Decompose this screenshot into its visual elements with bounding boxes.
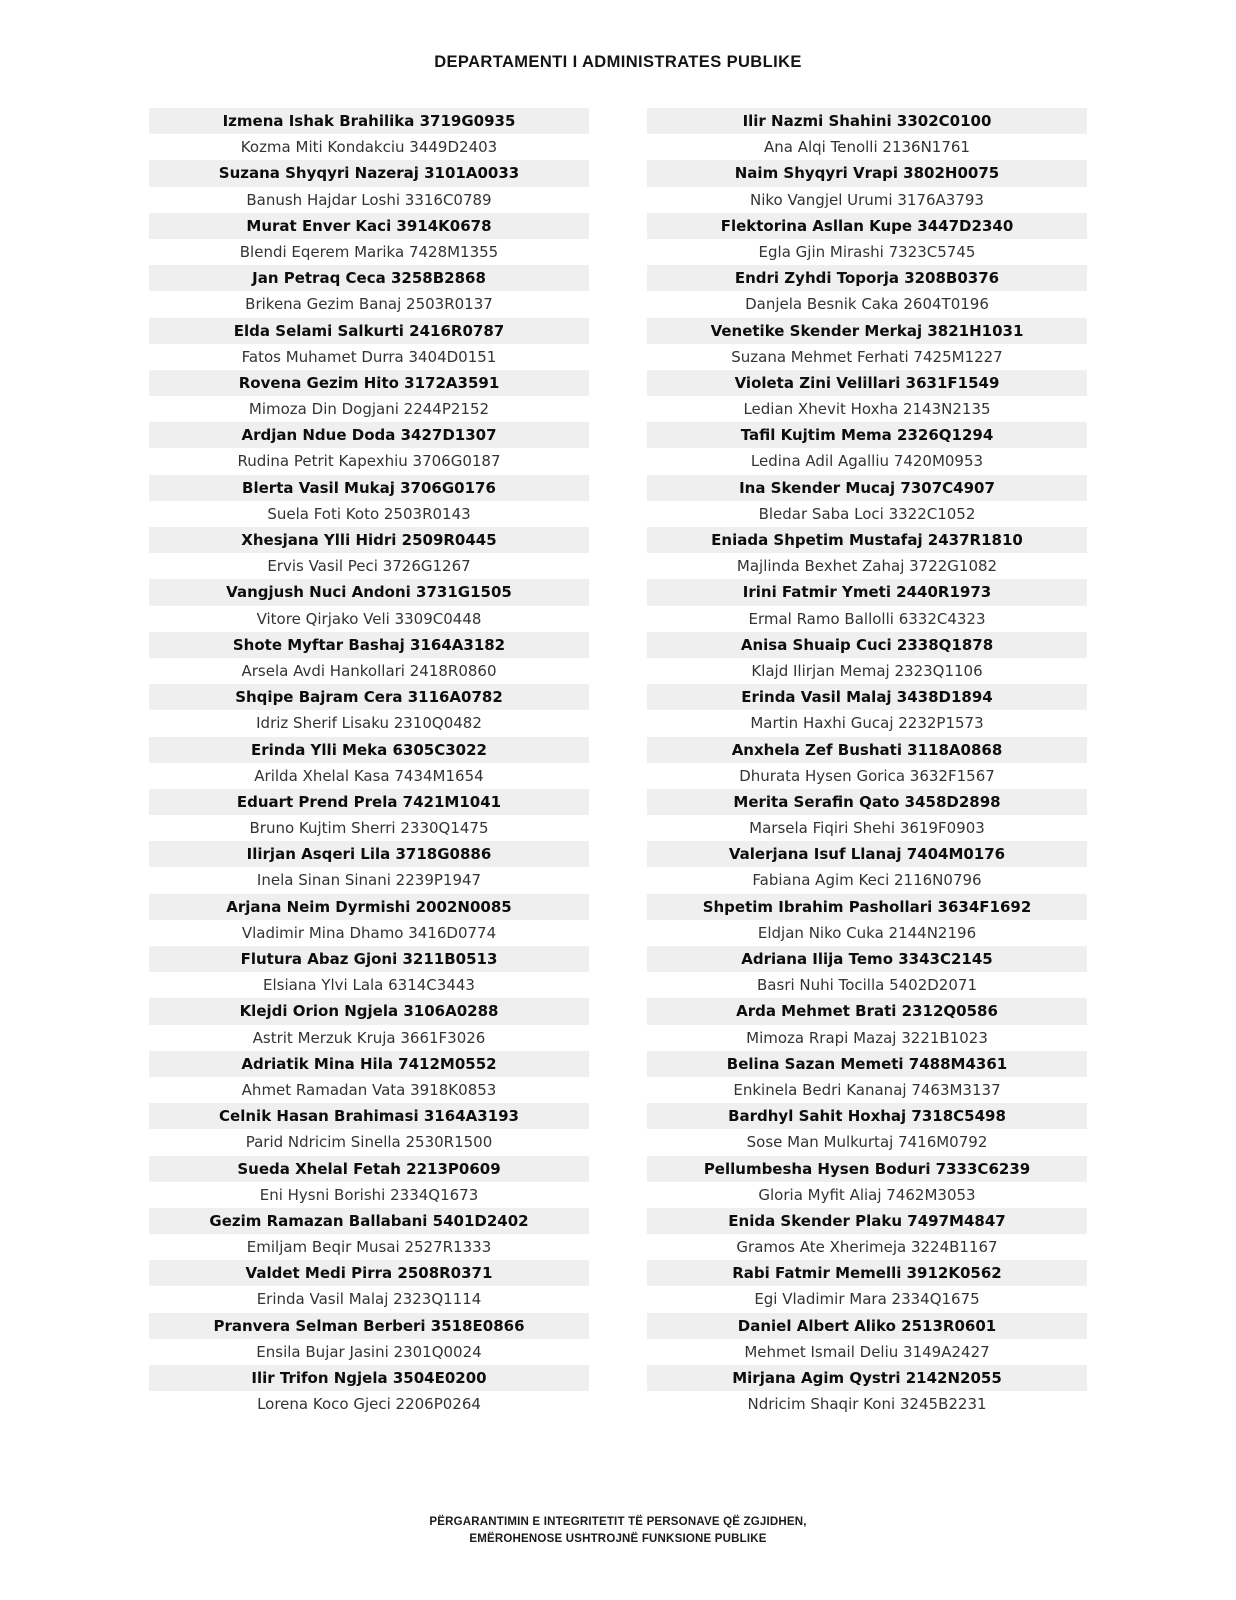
list-item: Fabiana Agim Keci 2116N0796 xyxy=(647,867,1087,893)
list-item: Irini Fatmir Ymeti 2440R1973 xyxy=(647,579,1087,605)
list-item: Suzana Mehmet Ferhati 7425M1227 xyxy=(647,344,1087,370)
list-item: Blerta Vasil Mukaj 3706G0176 xyxy=(149,475,589,501)
list-item: Danjela Besnik Caka 2604T0196 xyxy=(647,291,1087,317)
list-item: Gramos Ate Xherimeja 3224B1167 xyxy=(647,1234,1087,1260)
list-item: Inela Sinan Sinani 2239P1947 xyxy=(149,867,589,893)
list-item: Brikena Gezim Banaj 2503R0137 xyxy=(149,291,589,317)
name-list-columns xyxy=(0,108,1236,1417)
list-item: Celnik Hasan Brahimasi 3164A3193 xyxy=(149,1103,589,1129)
list-item: Merita Serafin Qato 3458D2898 xyxy=(647,789,1087,815)
list-item: Dhurata Hysen Gorica 3632F1567 xyxy=(647,763,1087,789)
list-item: Basri Nuhi Tocilla 5402D2071 xyxy=(647,972,1087,998)
list-item: Suela Foti Koto 2503R0143 xyxy=(149,501,589,527)
list-item: Ermal Ramo Ballolli 6332C4323 xyxy=(647,606,1087,632)
list-item: Anisa Shuaip Cuci 2338Q1878 xyxy=(647,632,1087,658)
list-item: Elda Selami Salkurti 2416R0787 xyxy=(149,318,589,344)
list-item: Parid Ndricim Sinella 2530R1500 xyxy=(149,1129,589,1155)
list-item: Pellumbesha Hysen Boduri 7333C6239 xyxy=(647,1156,1087,1182)
list-item: Ledian Xhevit Hoxha 2143N2135 xyxy=(647,396,1087,422)
list-item: Adriana Ilija Temo 3343C2145 xyxy=(647,946,1087,972)
list-item: Emiljam Beqir Musai 2527R1333 xyxy=(149,1234,589,1260)
list-item: Mimoza Din Dogjani 2244P2152 xyxy=(149,396,589,422)
list-item: Vladimir Mina Dhamo 3416D0774 xyxy=(149,920,589,946)
list-item: Erinda Ylli Meka 6305C3022 xyxy=(149,737,589,763)
list-item: Erinda Vasil Malaj 2323Q1114 xyxy=(149,1286,589,1312)
list-item: Shpetim Ibrahim Pashollari 3634F1692 xyxy=(647,894,1087,920)
list-item: Arjana Neim Dyrmishi 2002N0085 xyxy=(149,894,589,920)
list-item: Banush Hajdar Loshi 3316C0789 xyxy=(149,187,589,213)
list-item: Sueda Xhelal Fetah 2213P0609 xyxy=(149,1156,589,1182)
list-item: Ilirjan Asqeri Lila 3718G0886 xyxy=(149,841,589,867)
list-item: Erinda Vasil Malaj 3438D1894 xyxy=(647,684,1087,710)
list-item: Blendi Eqerem Marika 7428M1355 xyxy=(149,239,589,265)
list-item: Mehmet Ismail Deliu 3149A2427 xyxy=(647,1339,1087,1365)
list-item: Murat Enver Kaci 3914K0678 xyxy=(149,213,589,239)
list-item: Violeta Zini Velillari 3631F1549 xyxy=(647,370,1087,396)
list-item: Valerjana Isuf Llanaj 7404M0176 xyxy=(647,841,1087,867)
list-item: Mimoza Rrapi Mazaj 3221B1023 xyxy=(647,1025,1087,1051)
list-item: Ervis Vasil Peci 3726G1267 xyxy=(149,553,589,579)
list-item: Venetike Skender Merkaj 3821H1031 xyxy=(647,318,1087,344)
list-item: Egi Vladimir Mara 2334Q1675 xyxy=(647,1286,1087,1312)
list-item: Fatos Muhamet Durra 3404D0151 xyxy=(149,344,589,370)
list-item: Arda Mehmet Brati 2312Q0586 xyxy=(647,998,1087,1024)
left-column xyxy=(149,108,589,1417)
list-item: Niko Vangjel Urumi 3176A3793 xyxy=(647,187,1087,213)
list-item: Xhesjana Ylli Hidri 2509R0445 xyxy=(149,527,589,553)
list-item: Rovena Gezim Hito 3172A3591 xyxy=(149,370,589,396)
list-item: Bardhyl Sahit Hoxhaj 7318C5498 xyxy=(647,1103,1087,1129)
list-item: Enkinela Bedri Kananaj 7463M3137 xyxy=(647,1077,1087,1103)
list-item: Lorena Koco Gjeci 2206P0264 xyxy=(149,1391,589,1417)
list-item: Astrit Merzuk Kruja 3661F3026 xyxy=(149,1025,589,1051)
list-item: Eni Hysni Borishi 2334Q1673 xyxy=(149,1182,589,1208)
list-item: Rabi Fatmir Memelli 3912K0562 xyxy=(647,1260,1087,1286)
list-item: Gezim Ramazan Ballabani 5401D2402 xyxy=(149,1208,589,1234)
list-item: Ensila Bujar Jasini 2301Q0024 xyxy=(149,1339,589,1365)
footer-line-1: PËRGARANTIMIN E INTEGRITETIT TË PERSONAVE QË ZGJIDHEN, xyxy=(429,1516,807,1528)
list-item: Klejdi Orion Ngjela 3106A0288 xyxy=(149,998,589,1024)
page-title: DEPARTAMENTI I ADMINISTRATES PUBLIKE xyxy=(434,53,802,71)
list-item: Endri Zyhdi Toporja 3208B0376 xyxy=(647,265,1087,291)
list-item: Klajd Ilirjan Memaj 2323Q1106 xyxy=(647,658,1087,684)
list-item: Marsela Fiqiri Shehi 3619F0903 xyxy=(647,815,1087,841)
list-item: Adriatik Mina Hila 7412M0552 xyxy=(149,1051,589,1077)
list-item: Ahmet Ramadan Vata 3918K0853 xyxy=(149,1077,589,1103)
list-item: Shqipe Bajram Cera 3116A0782 xyxy=(149,684,589,710)
list-item: Izmena Ishak Brahilika 3719G0935 xyxy=(149,108,589,134)
list-item: Bledar Saba Loci 3322C1052 xyxy=(647,501,1087,527)
list-item: Flektorina Asllan Kupe 3447D2340 xyxy=(647,213,1087,239)
list-item: Arilda Xhelal Kasa 7434M1654 xyxy=(149,763,589,789)
list-item: Flutura Abaz Gjoni 3211B0513 xyxy=(149,946,589,972)
list-item: Ana Alqi Tenolli 2136N1761 xyxy=(647,134,1087,160)
list-item: Ilir Nazmi Shahini 3302C0100 xyxy=(647,108,1087,134)
list-item: Anxhela Zef Bushati 3118A0868 xyxy=(647,737,1087,763)
right-column xyxy=(647,108,1087,1417)
page-footer xyxy=(0,1514,1236,1548)
list-item: Egla Gjin Mirashi 7323C5745 xyxy=(647,239,1087,265)
footer-line-2: EMËROHENOSE USHTROJNË FUNKSIONE PUBLIKE xyxy=(469,1533,767,1545)
list-item: Eduart Prend Prela 7421M1041 xyxy=(149,789,589,815)
list-item: Enida Skender Plaku 7497M4847 xyxy=(647,1208,1087,1234)
list-item: Tafil Kujtim Mema 2326Q1294 xyxy=(647,422,1087,448)
list-item: Pranvera Selman Berberi 3518E0866 xyxy=(149,1313,589,1339)
list-item: Ilir Trifon Ngjela 3504E0200 xyxy=(149,1365,589,1391)
list-item: Daniel Albert Aliko 2513R0601 xyxy=(647,1313,1087,1339)
list-item: Jan Petraq Ceca 3258B2868 xyxy=(149,265,589,291)
list-item: Martin Haxhi Gucaj 2232P1573 xyxy=(647,710,1087,736)
list-item: Bruno Kujtim Sherri 2330Q1475 xyxy=(149,815,589,841)
list-item: Rudina Petrit Kapexhiu 3706G0187 xyxy=(149,448,589,474)
list-item: Belina Sazan Memeti 7488M4361 xyxy=(647,1051,1087,1077)
list-item: Arsela Avdi Hankollari 2418R0860 xyxy=(149,658,589,684)
list-item: Gloria Myfit Aliaj 7462M3053 xyxy=(647,1182,1087,1208)
list-item: Ndricim Shaqir Koni 3245B2231 xyxy=(647,1391,1087,1417)
list-item: Ledina Adil Agalliu 7420M0953 xyxy=(647,448,1087,474)
list-item: Mirjana Agim Qystri 2142N2055 xyxy=(647,1365,1087,1391)
list-item: Valdet Medi Pirra 2508R0371 xyxy=(149,1260,589,1286)
list-item: Elsiana Ylvi Lala 6314C3443 xyxy=(149,972,589,998)
list-item: Idriz Sherif Lisaku 2310Q0482 xyxy=(149,710,589,736)
list-item: Ina Skender Mucaj 7307C4907 xyxy=(647,475,1087,501)
list-item: Kozma Miti Kondakciu 3449D2403 xyxy=(149,134,589,160)
list-item: Vitore Qirjako Veli 3309C0448 xyxy=(149,606,589,632)
list-item: Ardjan Ndue Doda 3427D1307 xyxy=(149,422,589,448)
list-item: Eldjan Niko Cuka 2144N2196 xyxy=(647,920,1087,946)
list-item: Naim Shyqyri Vrapi 3802H0075 xyxy=(647,160,1087,186)
list-item: Sose Man Mulkurtaj 7416M0792 xyxy=(647,1129,1087,1155)
list-item: Suzana Shyqyri Nazeraj 3101A0033 xyxy=(149,160,589,186)
list-item: Vangjush Nuci Andoni 3731G1505 xyxy=(149,579,589,605)
list-item: Shote Myftar Bashaj 3164A3182 xyxy=(149,632,589,658)
list-item: Eniada Shpetim Mustafaj 2437R1810 xyxy=(647,527,1087,553)
list-item: Majlinda Bexhet Zahaj 3722G1082 xyxy=(647,553,1087,579)
